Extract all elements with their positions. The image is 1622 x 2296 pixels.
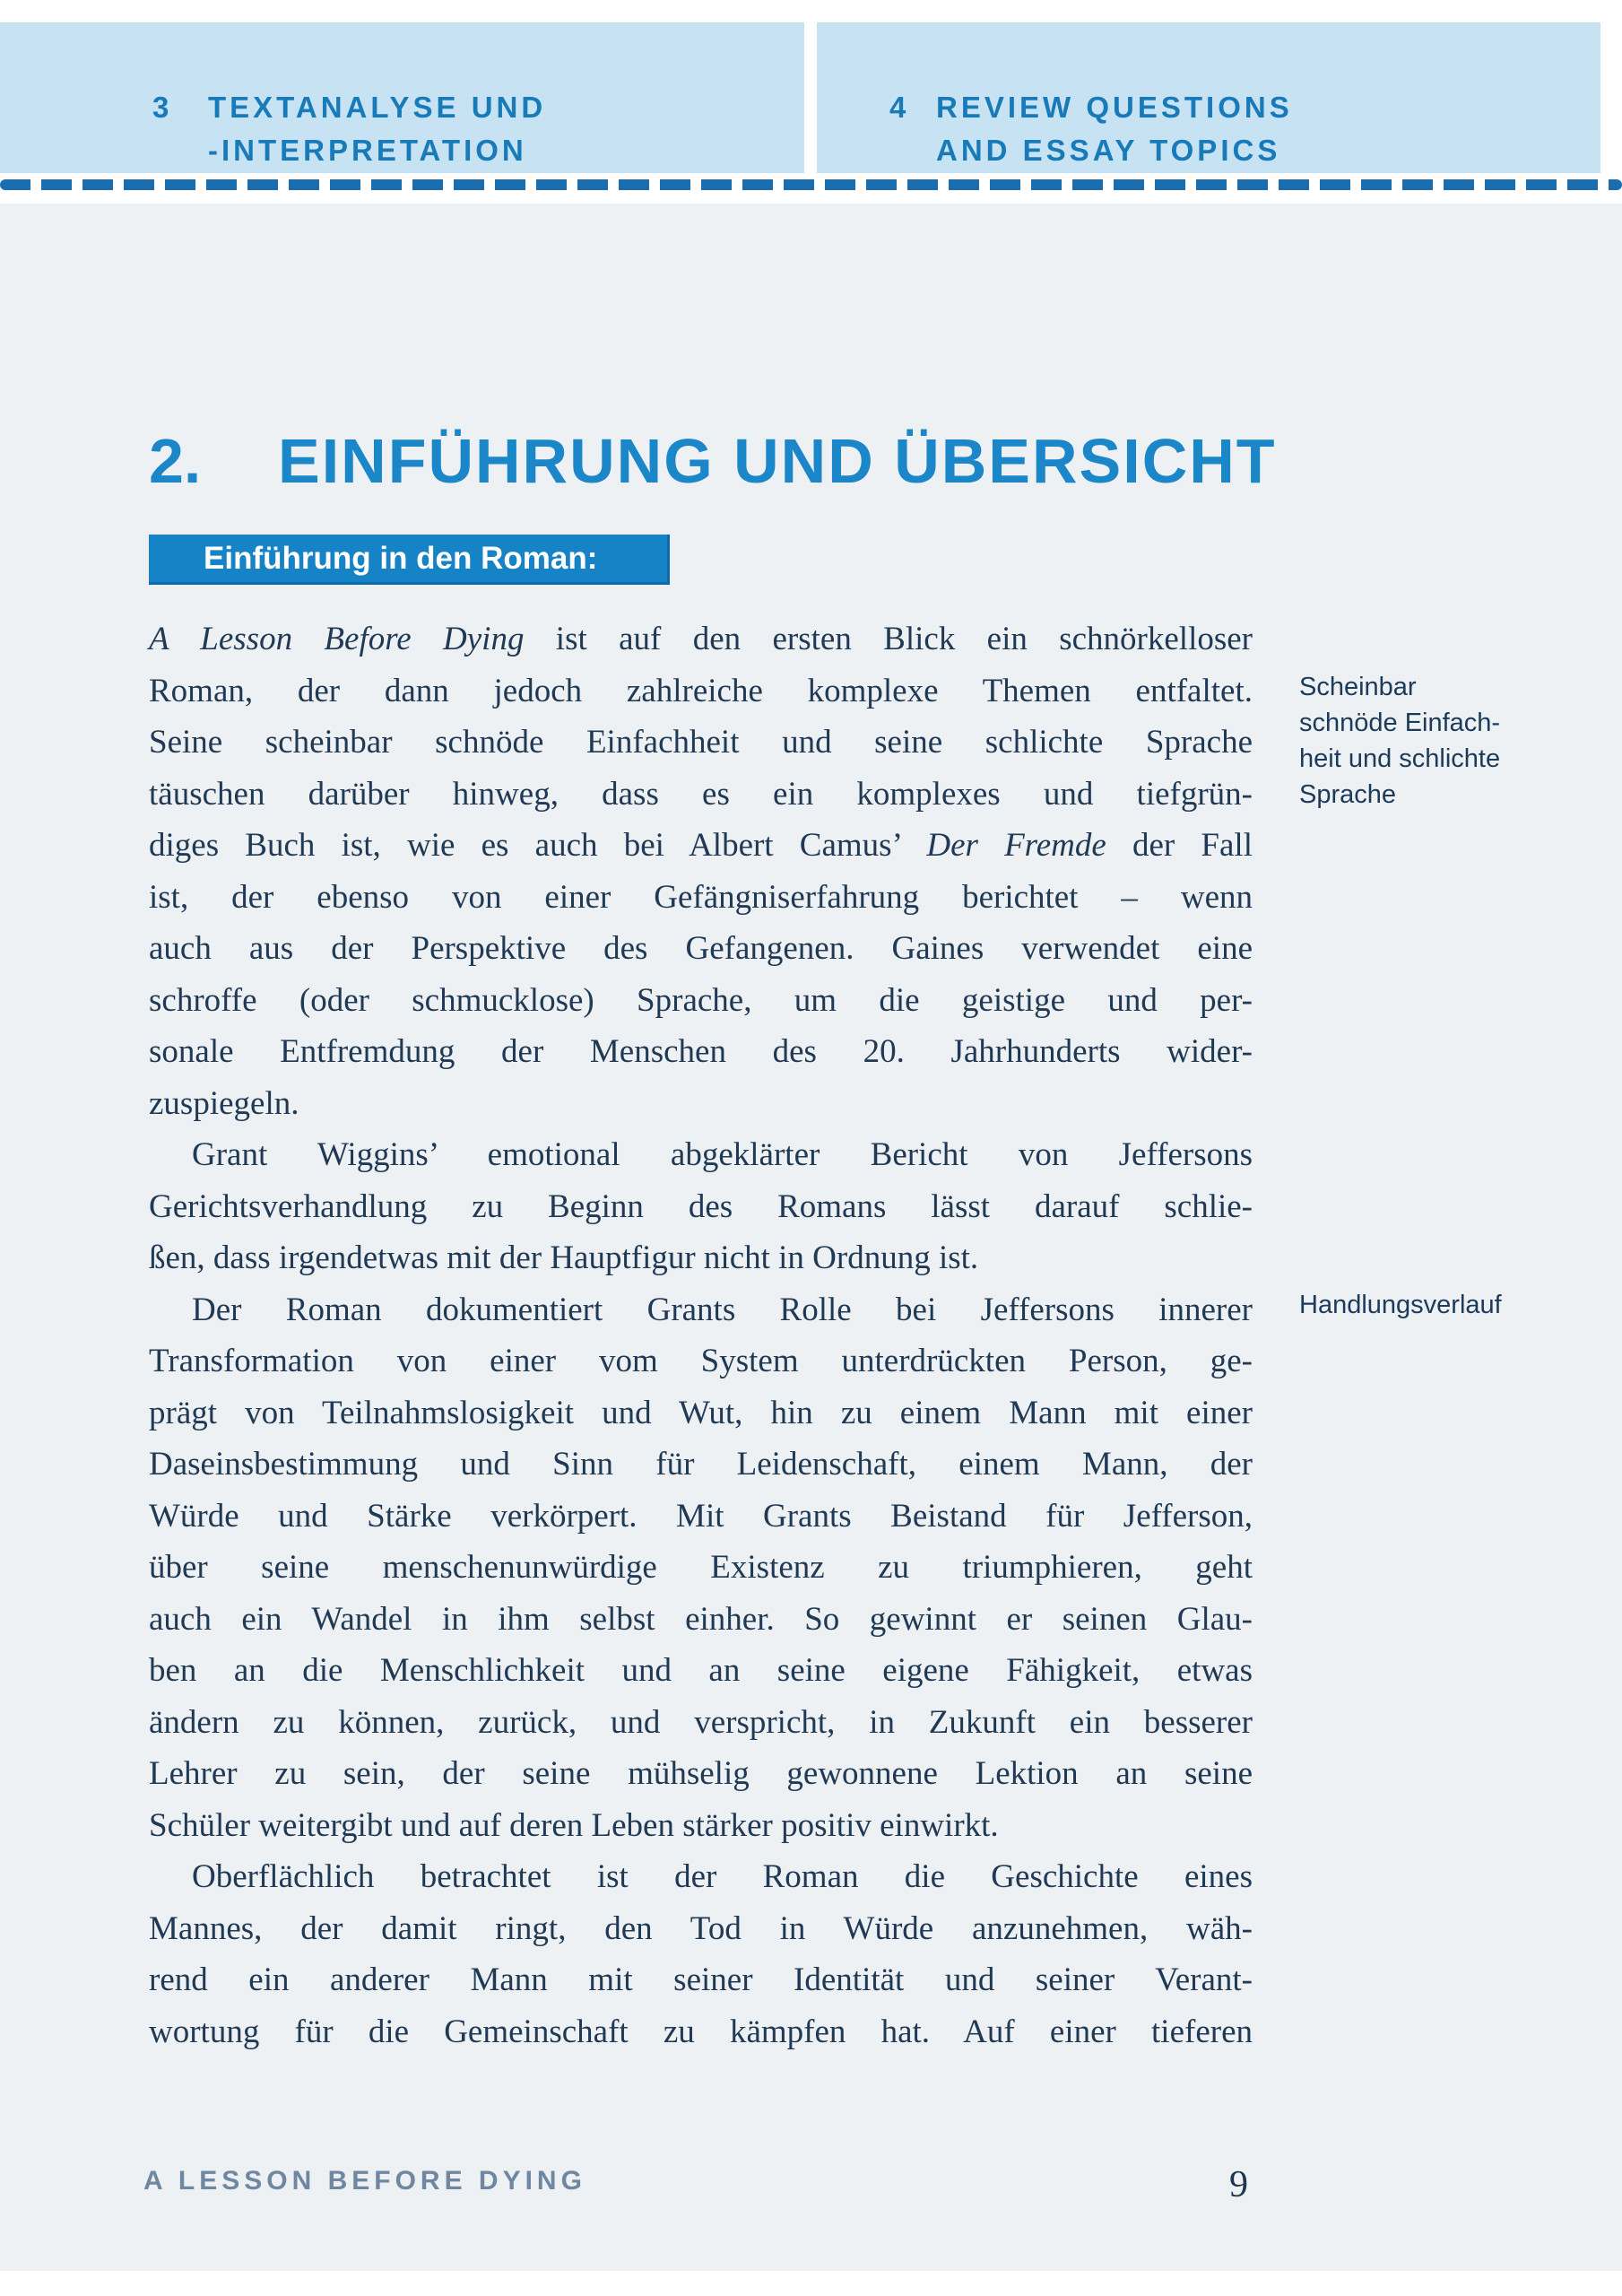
body-line: Daseinsbestimmung und Sinn für Leidenschaft, einem Mann, der xyxy=(149,1446,1253,1483)
body-line: Transformation von einer vom System unterdrückten Person, ge- xyxy=(149,1343,1253,1379)
body-line: über seine menschenunwürdige Existenz zu triumphieren, geht xyxy=(149,1549,1253,1586)
body-text xyxy=(149,613,1253,2057)
body-line: sonale Entfremdung der Menschen des 20. Jahrhunderts wider- xyxy=(149,1033,1253,1070)
body-line: Der Roman dokumentiert Grants Rolle bei Jeffersons innerer xyxy=(192,1291,1253,1328)
body-line: Oberflächlich betrachtet ist der Roman die Geschichte eines xyxy=(192,1858,1253,1895)
body-line: Lehrer zu sein, der seine mühselig gewonnene Lektion an seine xyxy=(149,1755,1253,1792)
header-tab-number: 4 xyxy=(889,91,910,124)
body-line: prägt von Teilnahmslosigkeit und Wut, hin zu einem Mann mit einer xyxy=(149,1394,1253,1431)
header-tab-label-line: REVIEW QUESTIONS xyxy=(936,91,1293,124)
section-number: 2. xyxy=(149,426,202,496)
margin-note: Handlungsverlauf xyxy=(1299,1291,1502,1319)
section-heading xyxy=(149,426,1277,496)
header-tab-label xyxy=(936,86,1293,172)
body-line: auch ein Wandel in ihm selbst einher. So gewinnt er seinen Glau- xyxy=(149,1600,1253,1638)
header-tab-label-line: AND ESSAY TOPICS xyxy=(936,134,1281,167)
header-tab-label-line: -INTERPRETATION xyxy=(208,134,527,167)
body-line: ßen, dass irgendetwas mit der Hauptfigur nicht in Ordnung ist. xyxy=(149,1239,979,1276)
body-line: auch aus der Perspektive des Gefangenen. Gaines verwendet eine xyxy=(149,930,1253,967)
body-line: wortung für die Gemeinschaft zu kämpfen hat. Auf einer tieferen xyxy=(149,2013,1253,2050)
header-tab-review-questions xyxy=(817,22,1600,173)
body-line: Grant Wiggins’ emotional abgeklärter Bericht von Jeffersons xyxy=(192,1136,1253,1173)
body-line: ändern zu können, zurück, und verspricht, in Zukunft ein besserer xyxy=(149,1703,1253,1741)
body-line: Schüler weitergibt und auf deren Leben stärker positiv einwirkt. xyxy=(149,1806,999,1844)
body-line: rend ein anderer Mann mit seiner Identität und seiner Verant- xyxy=(149,1961,1253,1998)
body-line: diges Buch ist, wie es auch bei Albert Camus’ Der Fremde der Fall xyxy=(149,827,1253,864)
header-tab-label-line: TEXTANALYSE UND xyxy=(208,91,547,124)
body-line: Gerichtsverhandlung zu Beginn des Romans lässt darauf schlie- xyxy=(149,1187,1253,1225)
dashed-divider xyxy=(0,179,1622,190)
body-line: Roman, der dann jedoch zahlreiche komplexe Themen entfaltet. xyxy=(149,672,1253,709)
margin-note: Scheinbar schnöde Einfach- heit und schlichte Sprache xyxy=(1299,673,1501,809)
body-line: Mannes, der damit ringt, den Tod in Würde anzunehmen, wäh- xyxy=(149,1909,1253,1947)
body-line: Seine scheinbar schnöde Einfachheit und seine schlichte Sprache xyxy=(149,724,1253,761)
body-line: ist, der ebenso von einer Gefängniserfahrung berichtet – wenn xyxy=(149,878,1253,916)
header-tab-label xyxy=(208,86,546,172)
header-tab-number: 3 xyxy=(152,91,173,124)
footer-book-title: A LESSON BEFORE DYING xyxy=(143,2166,586,2196)
body-line: täuschen darüber hinweg, dass es ein komplexes und tiefgrün- xyxy=(149,775,1253,813)
body-line: ben an die Menschlichkeit und an seine eigene Fähigkeit, etwas xyxy=(149,1652,1253,1689)
body-line: Würde und Stärke verkörpert. Mit Grants Beistand für Jefferson, xyxy=(149,1497,1253,1535)
body-line: A Lesson Before Dying ist auf den ersten Blick ein schnörkelloser xyxy=(149,621,1253,657)
intro-label-box xyxy=(149,535,670,585)
header-tab-textanalyse xyxy=(0,22,804,173)
section-title: EINFÜHRUNG UND ÜBERSICHT xyxy=(278,426,1277,496)
page-number: 9 xyxy=(1229,2164,1248,2205)
body-line: schroffe (oder schmucklose) Sprache, um die geistige und per- xyxy=(149,981,1253,1019)
body-line: zuspiegeln. xyxy=(149,1084,299,1122)
intro-label-text: Einführung in den Roman: xyxy=(204,541,598,576)
